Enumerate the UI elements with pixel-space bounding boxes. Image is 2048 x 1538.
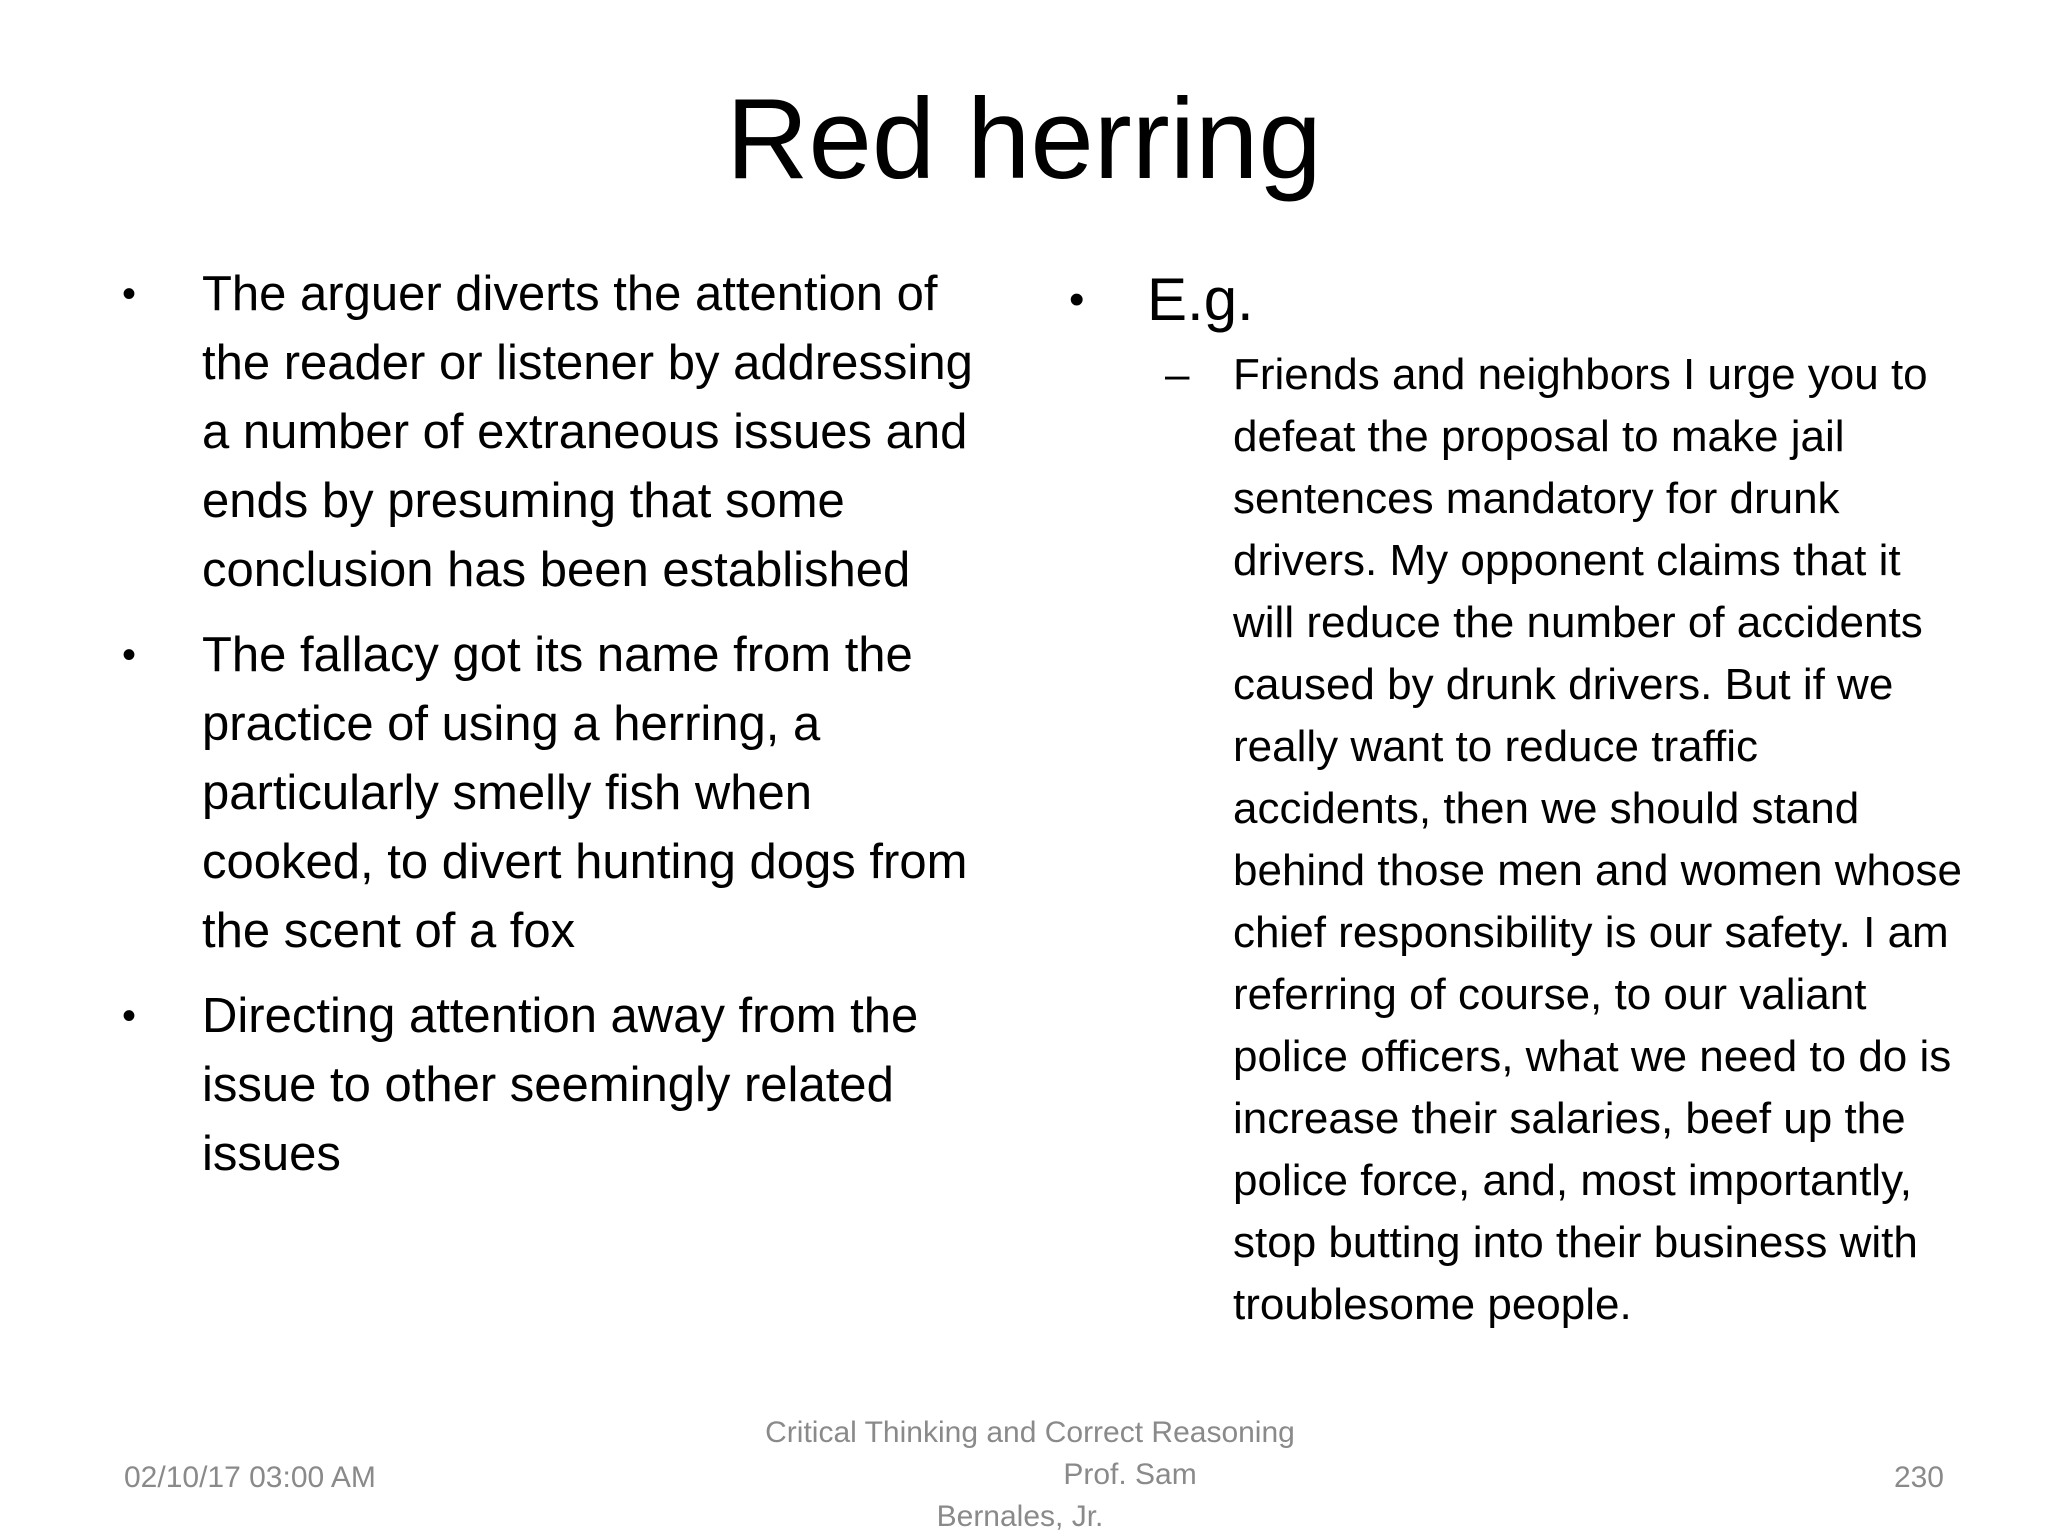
footer-course-title: Critical Thinking and Correct Reasoning xyxy=(765,1416,1295,1449)
bullet-text: Directing attention away from the issue to other seemingly related issues xyxy=(202,989,919,1181)
bullet-text: The arguer diverts the attention of the reader or listener by addressing a number of extraneous issues and ends by presuming that some conclusion has been established xyxy=(202,267,973,597)
footer-author-line1: Prof. Sam xyxy=(1063,1458,1197,1491)
bullet-marker: • xyxy=(1069,275,1085,324)
bullet-list xyxy=(120,260,990,1189)
bullet-item xyxy=(120,621,990,966)
bullet-marker: • xyxy=(122,633,137,677)
dash-marker: – xyxy=(1165,350,1190,399)
bullet-item xyxy=(120,982,990,1189)
example-text: Friends and neighbors I urge you to defeat the proposal to make jail sentences mandatory for drunk drivers. My opponent claims that it will reduce the number of accidents caused by drunk drivers. But if we really want to reduce traffic accidents, then we should stand behind those men and women whose chief responsibility is our safety. I am referring of course, to our valiant police officers, what we need to do is increase their salaries, beef up the police force, and, most importantly, stop butting into their business with troublesome people. xyxy=(1233,350,1962,1329)
right-column xyxy=(1065,260,1965,1336)
left-column xyxy=(120,260,990,1205)
footer-date: 02/10/17 03:00 AM xyxy=(124,1461,376,1494)
footer-author-line2: Bernales, Jr. xyxy=(936,1500,1104,1533)
page-number: 230 xyxy=(1893,1461,1944,1494)
bullet-marker: • xyxy=(122,272,137,316)
footer-center xyxy=(700,1412,1340,1538)
slide-title: Red herring xyxy=(726,76,1322,203)
example-heading xyxy=(1065,260,1965,340)
bullet-item xyxy=(120,260,990,605)
bullet-marker: • xyxy=(122,994,137,1038)
example-sub-item xyxy=(1165,344,1965,1336)
example-heading-text: E.g. xyxy=(1147,266,1254,333)
bullet-text: The fallacy got its name from the practice of using a herring, a particularly smelly fish when cooked, to divert hunting dogs from the scent of a fox xyxy=(202,628,968,958)
